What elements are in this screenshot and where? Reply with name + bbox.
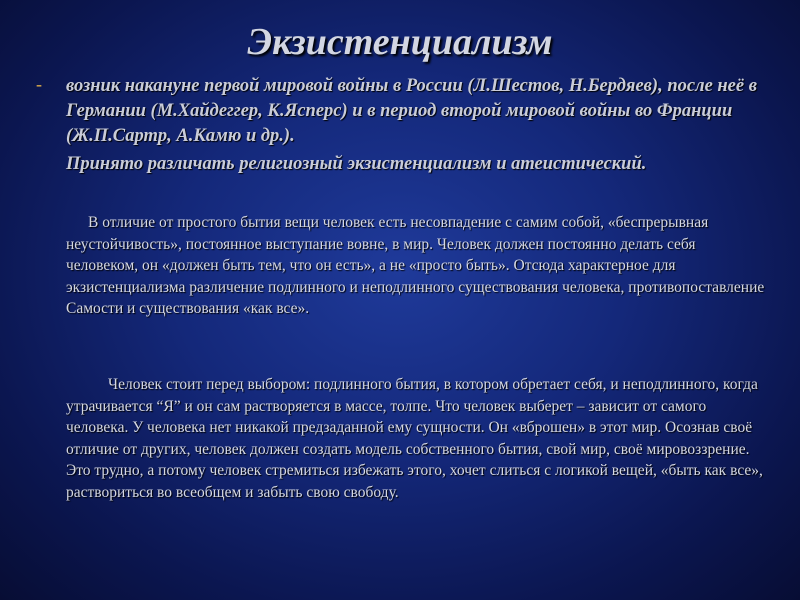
- bullet-item: [36, 74, 776, 149]
- slide-title: Экзистенциализм: [247, 21, 553, 63]
- note-text: Принято различать религиозный экзистенциализм и атеистический.: [66, 154, 647, 174]
- paragraph-1: В отличие от простого бытия вещи человек есть несовпадение с самим собой, «беспрерывная неустойчивость», постоянное выступание вовне, в мир. Человек должен постоянно делать себя человеком, он «должен быть тем, что он есть», а не «просто быть». Отсюда характерное для экзистенциализма различение подлинного и неподлинного существования человека, противопоставление Самости и существования «как все».: [66, 214, 765, 317]
- bullet-text: возник накануне первой мировой войны в России (Л.Шестов, Н.Бердяев), после неё в Германии (М.Хайдеггер, К.Ясперс) и в период второй мировой войны во Франции (Ж.П.Сартр, А.Камю и др.).: [66, 76, 757, 146]
- paragraph-2: Человек стоит перед выбором: подлинного бытия, в котором обретает себя, и неподлинного, когда утрачивается “Я” и он сам растворяется в массе, толпе. Что человек выберет – зависит от самого человека. У человека нет никакой предзаданной ему сущности. Он «вброшен» в этот мир. Осознав своё отличие от других, человек должен создать модель собственного бытия, свой мир, своё мировоззрение. Это трудно, а потому человек стремиться избежать этого, хочет слиться с логикой вещей, «быть как все», раствориться во всеобщем и забыть свою свободу.: [66, 376, 763, 501]
- bullet-marker: -: [36, 74, 42, 94]
